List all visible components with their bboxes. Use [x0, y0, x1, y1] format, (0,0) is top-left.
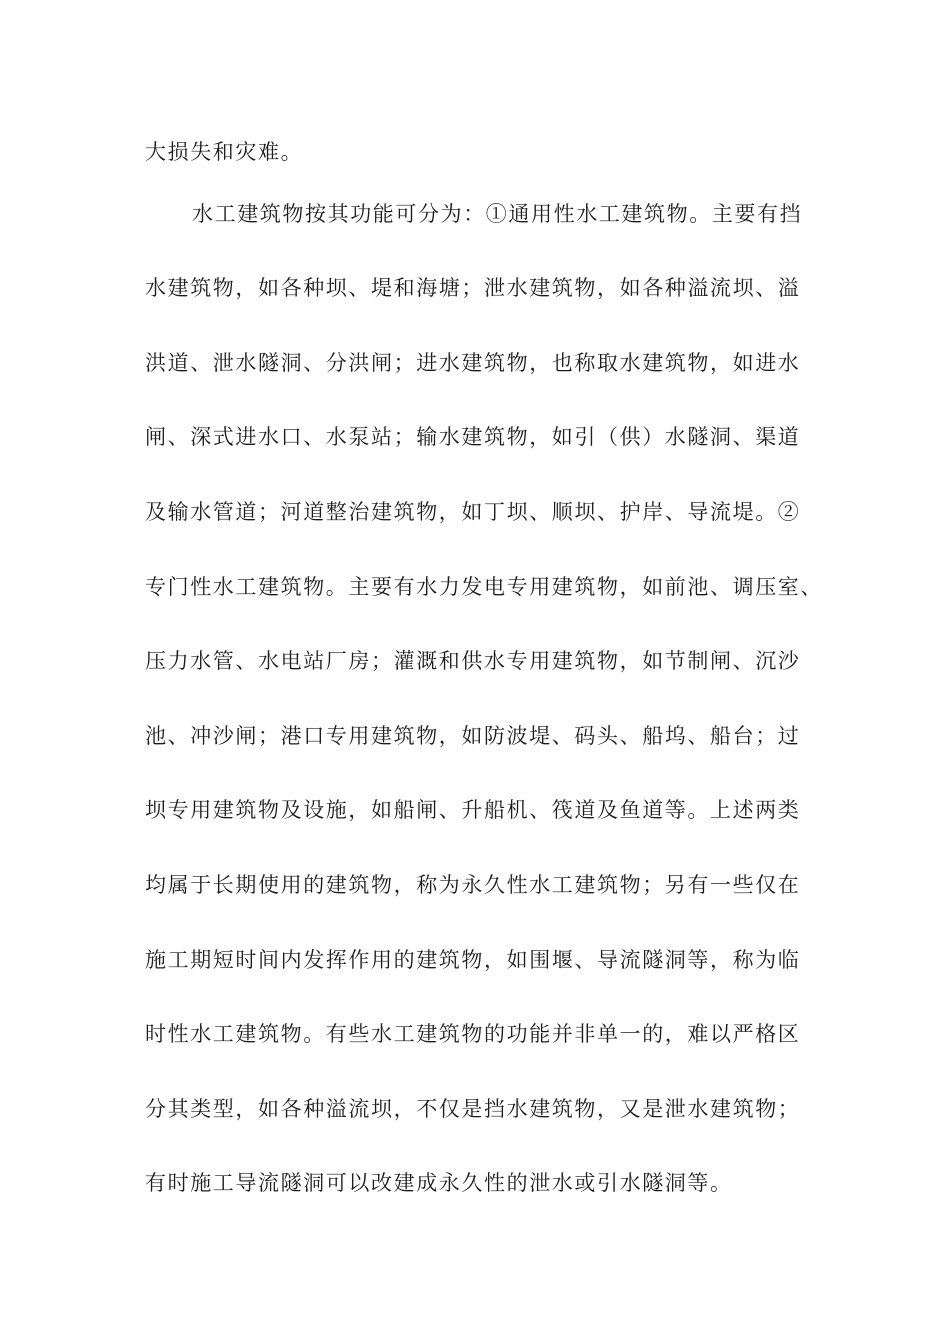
text-line: 有时施工导流隧洞可以改建成永久性的泄水或引水隧洞等。: [145, 1171, 733, 1195]
text-line: 大损失和灾难。: [145, 140, 304, 164]
text-line: 压力水管、水电站厂房；灌溉和供水专用建筑物，如节制闸、沉沙: [145, 649, 801, 673]
text-line: 池、冲沙闸；港口专用建筑物，如防波堤、码头、船坞、船台；过: [145, 724, 801, 748]
text-line: 时性水工建筑物。有些水工建筑物的功能并非单一的，难以严格区: [145, 1022, 801, 1046]
text-line: 闸、深式进水口、水泵站；输水建筑物，如引（供）水隧洞、渠道: [145, 425, 801, 449]
text-line: 分其类型，如各种溢流坝，不仅是挡水建筑物，又是泄水建筑物；: [145, 1097, 801, 1121]
text-line: 洪道、泄水隧洞、分洪闸；进水建筑物，也称取水建筑物，如进水: [145, 351, 801, 375]
text-line: 及输水管道；河道整治建筑物，如丁坝、顺坝、护岸、导流堤。②: [145, 500, 801, 524]
text-line: 坝专用建筑物及设施，如船闸、升船机、筏道及鱼道等。上述两类: [145, 798, 801, 822]
text-line: 施工期短时间内发挥作用的建筑物，如围堰、导流隧洞等，称为临: [145, 948, 801, 972]
text-line: 均属于长期使用的建筑物，称为永久性水工建筑物；另有一些仅在: [145, 873, 801, 897]
text-line: 专门性水工建筑物。主要有水力发电专用建筑物，如前池、调压室、: [145, 575, 823, 599]
paragraph-first-line: 水工建筑物按其功能可分为：①通用性水工建筑物。主要有挡: [192, 202, 803, 226]
text-line: 水建筑物，如各种坝、堤和海塘；泄水建筑物，如各种溢流坝、溢: [145, 276, 801, 300]
